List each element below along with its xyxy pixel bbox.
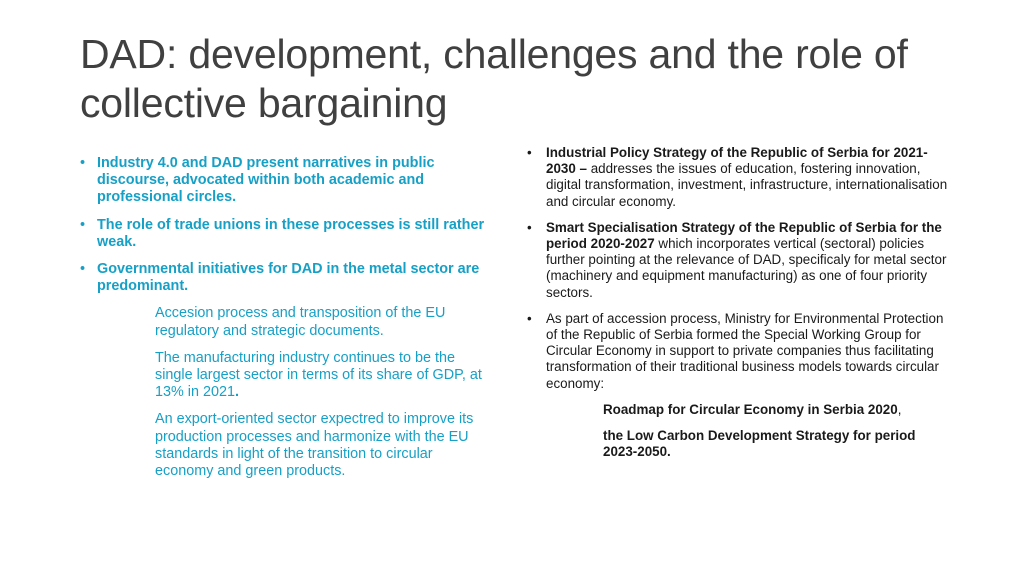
left-column (80, 155, 500, 490)
bullet-icon: • (527, 310, 532, 326)
bullet-icon: • (80, 155, 86, 171)
right-sub-text: Roadmap for Circular Economy in Serbia 2020 (603, 401, 898, 417)
right-bullet-bold: Smart Specialisation Strategy of the Republic of Serbia for the period 2020-2027 (546, 219, 942, 252)
right-column (527, 145, 957, 470)
left-sub-item-2 (155, 350, 485, 402)
right-bullet-text: addresses the issues of education, fostering innovation, digital transformation, investment, infrastructure, internationalisation and circular economy. (546, 161, 948, 209)
bullet-icon: • (80, 261, 86, 278)
left-bullet-text: Industry 4.0 and DAD present narratives in public discourse, advocated within both academic and professional circles. (97, 155, 435, 206)
left-bullet-text: The role of trade unions in these processes is still rather weak. (97, 216, 485, 250)
right-sub-item-1 (603, 402, 933, 418)
bullet-icon: • (80, 216, 86, 233)
right-bullet-2 (527, 220, 957, 301)
right-bullet-3 (527, 311, 957, 392)
right-bullet-bold: Industrial Policy Strategy of the Republic of Serbia for 2021-2030 – (546, 145, 928, 177)
right-sub-item-2: the Low Carbon Development Strategy for period 2023-2050. (603, 428, 916, 460)
right-sub-suffix: , (897, 401, 902, 417)
left-bullet-text: Governmental initiatives for DAD in the metal sector are predominant. (97, 261, 480, 295)
left-sub-item-3: An export-oriented sector expectred to improve its production processes and harmonize with the EU standards in light of the transition to circular economy and green products. (155, 411, 474, 480)
right-bullet-text: As part of accession process, Ministry for Environmental Protection of the Republic of Serbia formed the Special Working Group for Circular Economy in support to private companies thus facilitating transformation of their traditional business models towards circular economy: (546, 310, 944, 391)
bullet-icon: • (527, 145, 532, 160)
left-bullet-2 (80, 217, 500, 251)
bullet-icon: • (527, 219, 532, 235)
right-bullet-text: which incorporates vertical (sectoral) policies further pointing at the relevance of DAD, specificaly for metal sector (machinery and equipment manufacturing) as one of four priority sectors. (546, 236, 947, 300)
left-bullet-1 (80, 155, 500, 207)
left-bullet-3 (80, 261, 500, 295)
slide-title: DAD: development, challenges and the role of collective bargaining (80, 31, 908, 126)
left-sub-item-1: Accesion process and transposition of the EU regulatory and strategic documents. (155, 305, 446, 339)
right-bullet-1 (527, 145, 957, 210)
left-sub-text: The manufacturing industry continues to be the single largest sector in terms of its share of GDP, at 13% in 2021 (155, 349, 482, 401)
left-sub-suffix: . (235, 384, 240, 401)
